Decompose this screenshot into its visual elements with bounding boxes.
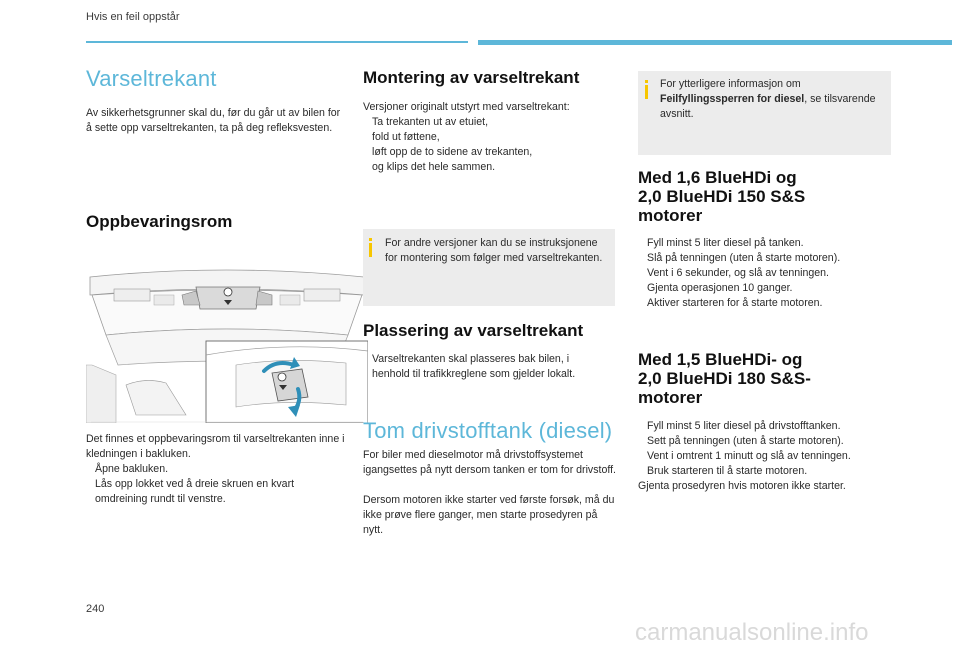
section-title-engine-15-20-180: Med 1,5 BlueHDi- og 2,0 BlueHDi 180 S&S- motorer (638, 350, 811, 407)
list-item: Ta trekanten ut av etuiet, (372, 116, 489, 128)
info-icon (369, 238, 372, 241)
list-item: Gjenta operasjonen 10 ganger. (647, 282, 793, 294)
info-icon-bar (645, 85, 648, 99)
list-item: Sett på tenningen (uten å starte motoren). (647, 435, 844, 447)
header-rule (86, 41, 468, 43)
list-item: Vent i 6 sekunder, og slå av tenningen. (647, 267, 829, 279)
section-title-montering: Montering av varseltrekant (363, 68, 580, 87)
engine1-steps (638, 236, 893, 311)
note-link-text: Feilfyllingssperren for diesel (660, 93, 805, 105)
boot-lid-drawing (86, 265, 368, 423)
section-title-engine-16-20-150: Med 1,6 BlueHDi og 2,0 BlueHDi 150 S&S motorer (638, 168, 806, 225)
engine2-steps (638, 419, 893, 479)
list-item: Fyll minst 5 liter diesel på drivstofftanken. (647, 420, 841, 432)
section-title-plassering: Plassering av varseltrekant (363, 321, 584, 340)
info-icon-bar (369, 243, 372, 257)
info-note-misfuel (638, 71, 891, 155)
list-item: Vent i omtrent 1 minutt og slå av tenningen. (647, 450, 851, 462)
section-title-oppbevaringsrom: Oppbevaringsrom (86, 212, 233, 231)
info-note-mount (363, 229, 615, 306)
list-item: Bruk starteren til å starte motoren. (647, 465, 808, 477)
list-item: Åpne bakluken. (95, 463, 169, 475)
info-note-text: For ytterligere informasjon om Feilfyllingssperren for diesel, se tilsvarende avsnitt. (660, 78, 876, 120)
list-item: Lås opp lokket ved å dreie skruen en kvart omdreining rundt til venstre. (95, 478, 295, 505)
mount-intro: Versjoner originalt utstyrt med varseltrekant: (363, 101, 570, 113)
storage-paragraph: Det finnes et oppbevaringsrom til varseltrekanten inne i kledningen i bakluken. (86, 433, 345, 460)
section-title-varseltrekant: Varseltrekant (86, 66, 217, 91)
list-item: Varseltrekanten skal plasseres bak bilen, i henhold til trafikkreglene som gjelder lokalt. (372, 353, 576, 380)
info-note-text: For andre versjoner kan du se instruksjonene for montering som følger med varseltrekanten. (385, 237, 603, 264)
mount-steps (363, 115, 613, 175)
list-item: Slå på tenningen (uten å starte motoren). (647, 252, 841, 264)
empty-tank-paragraph-2: Dersom motoren ikke starter ved første forsøk, må du ikke prøve flere ganger, men starte prosedyren på nytt. (363, 494, 615, 536)
engine2-footer: Gjenta prosedyren hvis motoren ikke starter. (638, 480, 846, 492)
place-steps (363, 352, 603, 382)
list-item: løft opp de to sidene av trekanten, (372, 146, 533, 158)
info-icon (645, 80, 648, 83)
list-item: Aktiver starteren for å starte motoren. (647, 297, 823, 309)
header-accent-bar (478, 40, 952, 45)
section-title-tom-drivstofftank: Tom drivstofftank (diesel) (363, 418, 613, 443)
boot-lid-illustration (86, 265, 368, 423)
intro-paragraph: Av sikkerhetsgrunner skal du, før du går ut av bilen for å sette opp varseltrekanten, ta på deg refleksvesten. (86, 107, 341, 134)
chapter-title: Hvis en feil oppstår (86, 11, 180, 23)
list-item: fold ut føttene, (372, 131, 440, 143)
empty-tank-paragraph-1: For biler med dieselmotor må drivstoffsystemet igangsettes på nytt dersom tanken er tom for drivstoff. (363, 449, 617, 476)
watermark: carmanualsonline.info (635, 619, 869, 646)
list-item: og klips det hele sammen. (372, 161, 496, 173)
list-item: Fyll minst 5 liter diesel på tanken. (647, 237, 804, 249)
storage-steps (86, 462, 348, 507)
page-number: 240 (86, 603, 105, 615)
